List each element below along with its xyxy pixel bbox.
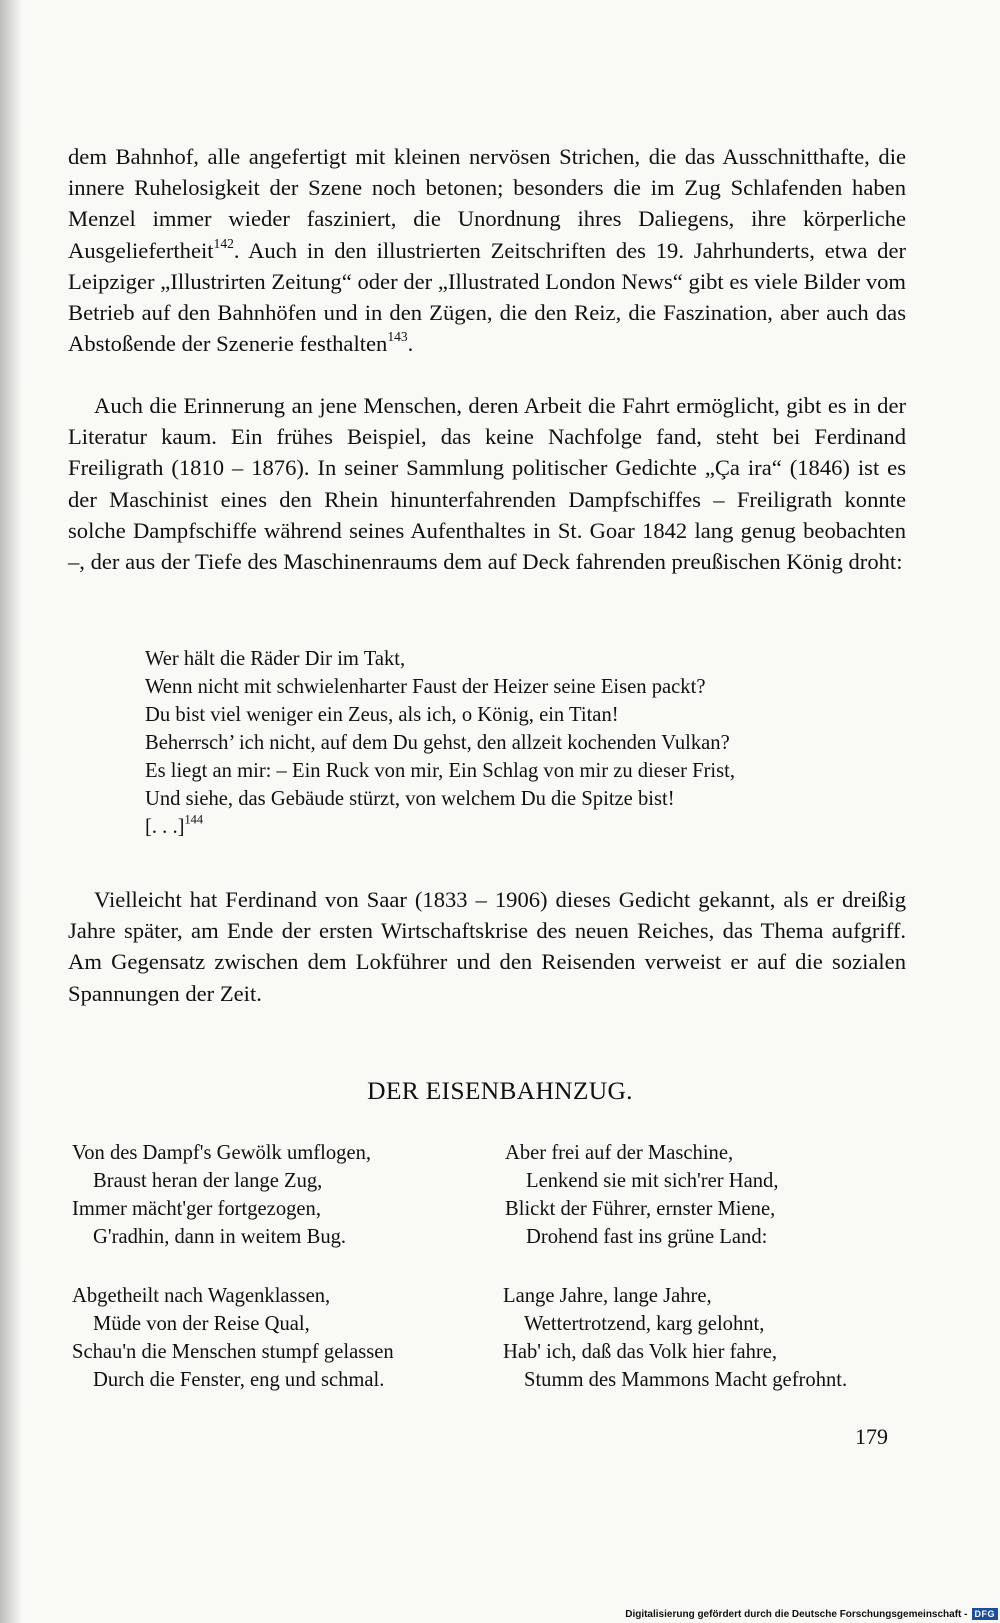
footer-text: Digitalisierung gefördert durch die Deutsche Forschungsgemeinschaft -: [625, 1608, 968, 1620]
poem-line: G'radhin, dann in weitem Bug.: [93, 1226, 347, 1248]
poem-stanza-1: [72, 1139, 371, 1251]
poem-line: Von des Dampf's Gewölk umflogen,: [72, 1142, 372, 1164]
dfg-logo: DFG: [972, 1608, 999, 1620]
quote-line: Wenn nicht mit schwielenharter Faust der Heizer seine Eisen packt?: [145, 676, 706, 698]
footnote-ref-142: 142: [213, 235, 234, 251]
poem-stanza-4: [503, 1282, 847, 1394]
paragraph-1: [68, 141, 906, 359]
poem-line: Aber frei auf der Maschine,: [505, 1142, 734, 1164]
poem-line: Hab' ich, daß das Volk hier fahre,: [503, 1341, 778, 1363]
paragraph-1-end: .: [407, 331, 414, 357]
poem-line: Wettertrotzend, karg gelohnt,: [524, 1313, 765, 1335]
page-number: 179: [855, 1424, 888, 1449]
paragraph-1-text: dem Bahnhof, alle angefertigt mit kleinen nervösen Strichen, die das Ausschnitthafte, die innere Ruhelosigkeit der Szene noch betonen; besonders die im Zug Schlafenden haben Menzel immer wieder fasziniert, die Unordnung ihres Daliegens, ihre körperliche Ausgeliefertheit: [68, 144, 906, 263]
footnote-ref-143: 143: [387, 329, 408, 345]
footnote-ref-144: 144: [184, 812, 204, 827]
poem-line: Durch die Fenster, eng und schmal.: [93, 1369, 385, 1391]
poem-line: Lenkend sie mit sich'rer Hand,: [526, 1170, 779, 1192]
poem-stanza-3: [72, 1282, 394, 1394]
poem-line: Schau'n die Menschen stumpf gelassen: [72, 1341, 394, 1363]
poem-title: DER EISENBAHNZUG.: [367, 1076, 633, 1105]
paragraph-1-text-cont: . Auch in den illustrierten Zeitschriften des 19. Jahrhunderts, etwa der Leipziger „Illustrirten Zeitung“ oder der „Illustrated London News“ gibt es viele Bilder vom Betrieb auf den Bahnhöfen und in den Zügen, die den Reiz, die Faszination, aber auch das Abstoßende der Szenerie festhalten: [68, 237, 906, 357]
quote-line: Es liegt an mir: – Ein Ruck von mir, Ein Schlag von mir zu dieser Frist,: [145, 760, 736, 782]
poem-line: Drohend fast ins grüne Land:: [526, 1226, 768, 1248]
poem-line: Blickt der Führer, ernster Miene,: [505, 1198, 776, 1220]
poem-line: Stumm des Mammons Macht gefrohnt.: [524, 1369, 848, 1391]
poem-line: Lange Jahre, lange Jahre,: [503, 1285, 712, 1307]
quote-line: Du bist viel weniger ein Zeus, als ich, o König, ein Titan!: [145, 704, 619, 726]
digitization-footer: [625, 1605, 1000, 1623]
poem-line: Immer mächt'ger fortgezogen,: [72, 1198, 322, 1220]
freiligrath-quote: [145, 645, 905, 841]
quote-ellipsis: [. . .]: [145, 816, 185, 838]
poem-stanza-2: [505, 1139, 778, 1251]
quote-line: Beherrsch’ ich nicht, auf dem Du gehst, den allzeit kochenden Vulkan?: [145, 732, 730, 754]
poem-line: Abgetheilt nach Wagenklassen,: [72, 1285, 331, 1307]
paragraph-2: Auch die Erinnerung an jene Menschen, deren Arbeit die Fahrt ermöglicht, gibt es in der Literatur kaum. Ein frühes Beispiel, das keine Nachfolge fand, steht bei Ferdinand Freiligrath (1810 – 1876). In seiner Sammlung politischer Gedichte „Ça ira“ (1846) ist es der Maschinist eines den Rhein hinunterfahrenden Dampfschiffes – Freiligrath konnte solche Dampfschiffe während seines Aufenthaltes in St. Goar 1842 lang genug beobachten –, der aus der Tiefe des Maschinenraums dem auf Deck fahrenden preußischen König droht:: [68, 393, 906, 575]
quote-ellipsis-line: [145, 813, 905, 841]
paragraph-3: Vielleicht hat Ferdinand von Saar (1833 – 1906) dieses Gedicht gekannt, als er dreißig Jahre später, am Ende der ersten Wirtschaftskrise des neuen Reiches, das Thema aufgriff. Am Gegensatz zwischen dem Lokführer und den Reisenden verweist er auf die sozialen Spannungen der Zeit.: [68, 887, 906, 1006]
quote-line: Wer hält die Räder Dir im Takt,: [145, 648, 406, 670]
poem-line: Müde von der Reise Qual,: [93, 1313, 310, 1335]
page-edge-shadow: [0, 0, 22, 1623]
poem-line: Braust heran der lange Zug,: [93, 1170, 323, 1192]
quote-line: Und siehe, das Gebäude stürzt, von welchem Du die Spitze bist!: [145, 788, 675, 810]
